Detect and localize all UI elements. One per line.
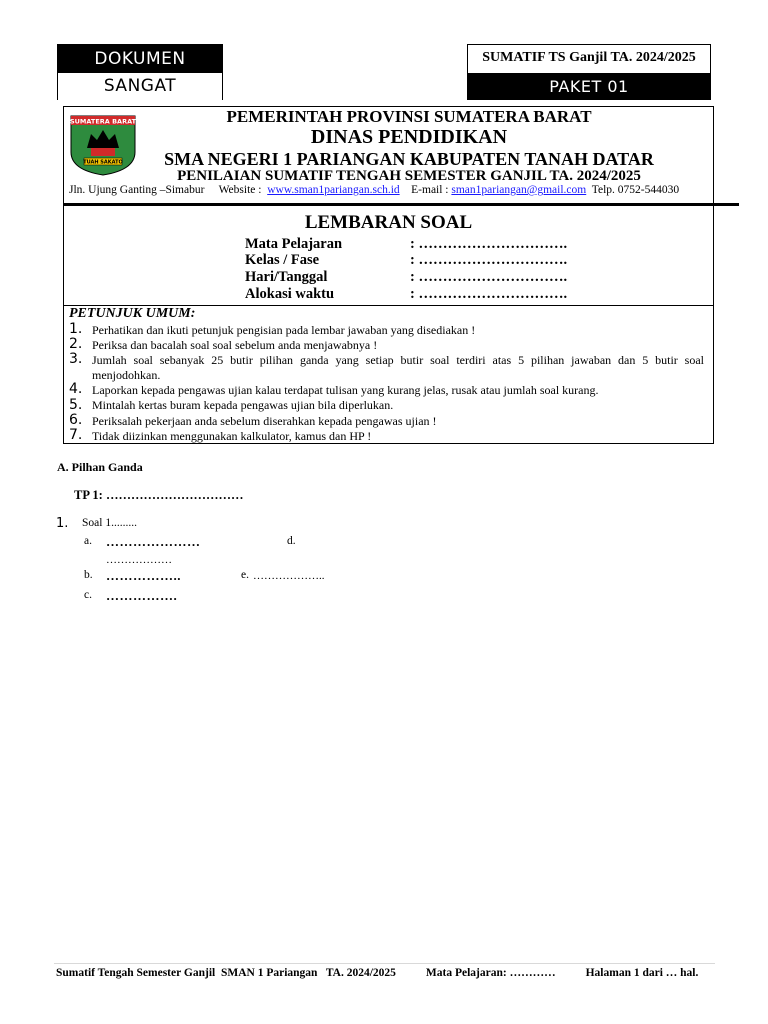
instruction-text: Perhatikan dan ikuti petunjuk pengisian pada lembar jawaban yang disediakan !: [92, 323, 476, 337]
field-time-value: : ………………………….: [410, 286, 568, 302]
website-link[interactable]: www.sman1pariangan.sch.id: [267, 184, 400, 196]
option-d-answer: ………………: [106, 554, 172, 566]
instruction-number: 7.: [69, 427, 83, 443]
option-c-answer: …………….: [106, 588, 178, 603]
field-date-value: : ………………………….: [410, 269, 568, 285]
exam-package-badge: [467, 44, 711, 100]
instruction-text: Laporkan kepada pengawas ujian kalau terdapat tulisan yang kurang jelas, rusak atau jumlah soal kurang.: [92, 383, 599, 397]
school-title: SMA NEGERI 1 PARIANGAN KABUPATEN TANAH DATAR: [164, 149, 654, 169]
instruction-number: 3.: [69, 351, 83, 367]
option-a-answer: …………………: [106, 534, 201, 549]
government-title: PEMERINTAH PROVINSI SUMATERA BARAT: [226, 107, 592, 126]
option-e-letter: e.: [241, 569, 249, 581]
email-link[interactable]: sman1pariangan@gmail.com: [451, 184, 587, 196]
badge-paket-label: PAKET 01: [468, 73, 710, 100]
footer-page-number: Halaman 1 dari … hal.: [585, 967, 699, 979]
footer-divider: [54, 963, 715, 964]
school-contact-line: [69, 184, 679, 196]
instruction-number: 6.: [69, 412, 83, 428]
field-subject-label: Mata Pelajaran: [245, 236, 343, 252]
instruction-text-continued: menjodohkan.: [92, 368, 161, 382]
instruction-number: 1.: [69, 321, 83, 337]
learning-objective-heading: TP 1: ……………………………: [74, 488, 244, 502]
logo-text-top: SUMATERA BARAT: [69, 117, 137, 126]
instruction-number: 4.: [69, 381, 83, 397]
phone-number: Telp. 0752-544030: [591, 184, 680, 196]
question-text: Soal 1.........: [82, 517, 137, 529]
option-a-letter: a.: [84, 535, 92, 547]
field-class-value: : ………………………….: [410, 252, 568, 268]
assessment-title: PENILAIAN SUMATIF TENGAH SEMESTER GANJIL TA. 2024/2025: [177, 168, 641, 184]
instruction-text: Periksa dan bacalah soal soal sebelum anda menjawabnya !: [92, 338, 378, 352]
field-class-label: Kelas / Fase: [245, 252, 320, 268]
badge-exam-title: SUMATIF TS Ganjil TA. 2024/2025: [468, 45, 710, 73]
question-sheet-title: LEMBARAN SOAL: [304, 212, 473, 233]
footer-exam-info: Sumatif Tengah Semester Ganjil SMAN 1 Pariangan TA. 2024/2025: [56, 967, 396, 979]
option-b-letter: b.: [84, 569, 93, 581]
website-label: Website :: [218, 184, 262, 196]
footer-subject: Mata Pelajaran: …………: [425, 967, 556, 979]
badge-dokumen-label: DOKUMEN: [58, 45, 222, 73]
instruction-number: 5.: [69, 397, 83, 413]
question-number: 1.: [56, 516, 69, 531]
option-b-answer: ……………..: [106, 568, 181, 583]
instruction-text: Mintalah kertas buram kepada pengawas ujian bila diperlukan.: [92, 398, 394, 412]
document-classification-badge: [57, 44, 223, 100]
field-date-label: Hari/Tanggal: [245, 269, 328, 285]
email-label: E-mail :: [411, 184, 449, 196]
instruction-text: Periksalah pekerjaan anda sebelum diserahkan kepada pengawas ujian !: [92, 414, 437, 428]
option-e-answer: ………………..: [253, 570, 325, 582]
field-subject-value: : ………………………….: [410, 236, 568, 252]
instruction-number: 2.: [69, 336, 83, 352]
section-heading: A. Pilhan Ganda: [57, 460, 143, 474]
logo-text-bottom: TUAH SAKATO: [83, 159, 123, 166]
field-time-label: Alokasi waktu: [245, 286, 335, 302]
badge-sangat-label: SANGAT: [58, 73, 222, 100]
instructions-title: PETUNJUK UMUM:: [69, 306, 196, 321]
option-d-letter: d.: [287, 535, 296, 547]
instruction-text: Tidak diizinkan menggunakan kalkulator, kamus dan HP !: [92, 429, 372, 443]
page-footer: [56, 967, 698, 979]
school-address: Jln. Ujung Ganting –Simabur: [69, 184, 205, 196]
option-c-letter: c.: [84, 589, 92, 601]
instruction-text: Jumlah soal sebanyak 25 butir pilihan ganda yang setiap butir soal terdiri atas 5 pilihan jawaban dan 5 butir soal: [92, 353, 704, 367]
department-title: DINAS PENDIDIKAN: [310, 126, 508, 148]
